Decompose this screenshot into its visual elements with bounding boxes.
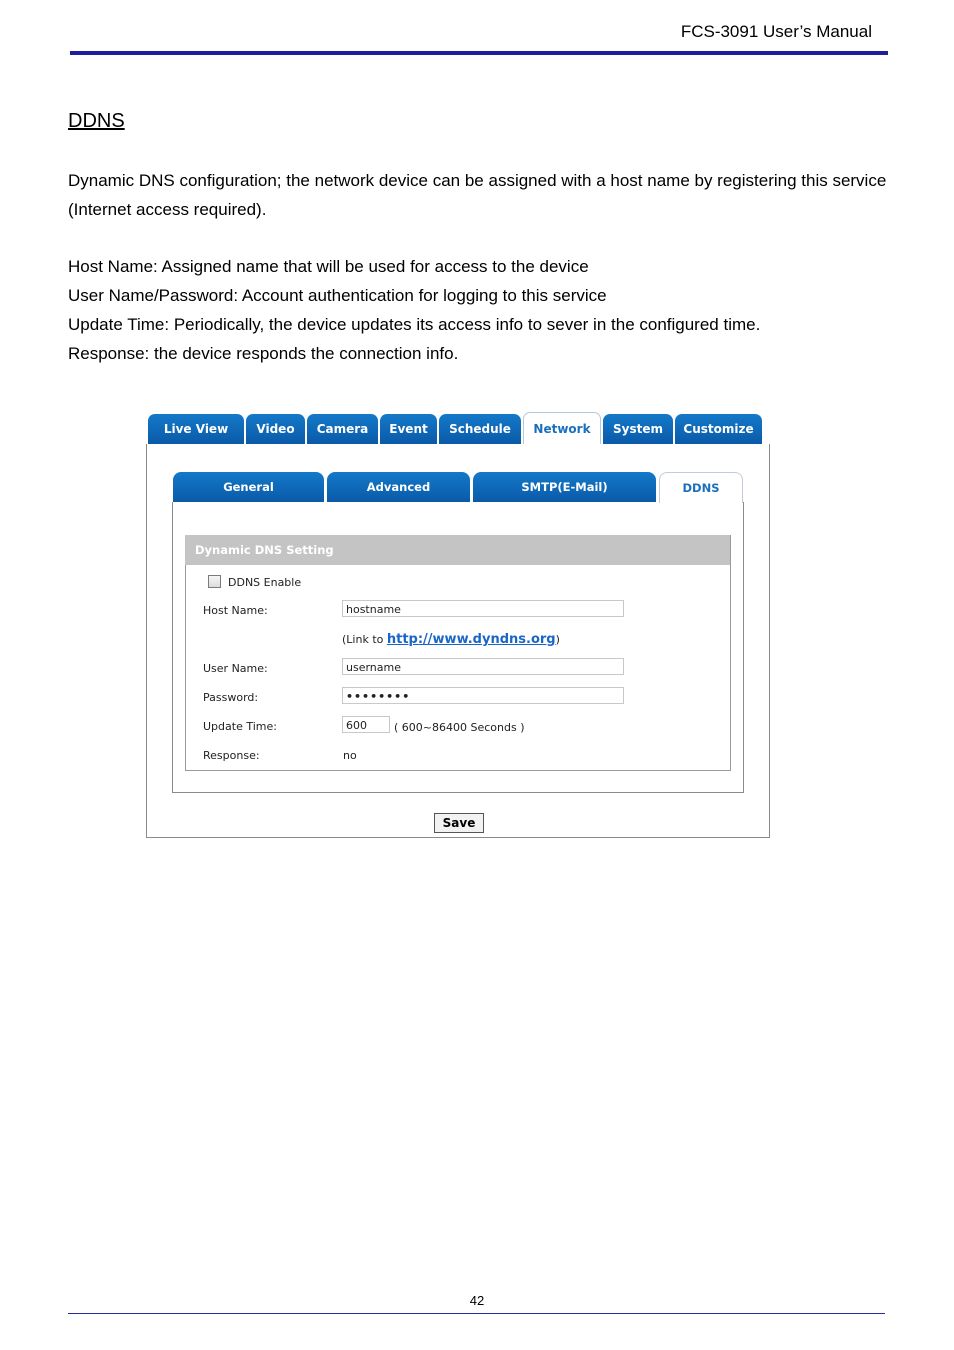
ddns-screenshot (146, 412, 770, 839)
host-name-input[interactable]: hostname (342, 600, 624, 617)
password-label: Password: (203, 691, 259, 704)
page-number: 42 (469, 1293, 485, 1308)
host-name-label: Host Name: (203, 604, 268, 617)
desc-update-time: Update Time: Periodically, the device updates its access info to sever in the configured time. (68, 315, 761, 334)
header-rule (70, 51, 888, 55)
manual-title: FCS-3091 User’s Manual (680, 22, 872, 41)
user-name-label: User Name: (203, 662, 268, 675)
subtab-general[interactable]: General (173, 472, 324, 502)
password-input[interactable]: •••••••• (342, 687, 624, 704)
dyndns-link-row (342, 632, 560, 647)
intro-paragraph: Dynamic DNS configuration; the network device can be assigned with a host name by registering this service (Internet access required). (68, 171, 887, 219)
subtab-ddns[interactable]: DDNS (659, 472, 743, 503)
tab-network[interactable]: Network (523, 412, 601, 444)
subtab-smtp[interactable]: SMTP(E-Mail) (473, 472, 656, 502)
tab-customize[interactable]: Customize (675, 414, 762, 444)
dyndns-link[interactable]: http://www.dyndns.org (386, 632, 556, 647)
tab-system[interactable]: System (603, 414, 673, 444)
desc-user-password: User Name/Password: Account authentication for logging to this service (68, 286, 607, 305)
tab-live-view[interactable]: Live View (148, 414, 244, 444)
panel-title: Dynamic DNS Setting (185, 535, 730, 565)
user-name-input[interactable]: username (342, 658, 624, 675)
footer-rule (68, 1313, 885, 1314)
tab-event[interactable]: Event (380, 414, 437, 444)
tab-schedule[interactable]: Schedule (439, 414, 521, 444)
main-tab-bar (148, 412, 770, 444)
response-value: no (343, 749, 357, 762)
subtab-advanced[interactable]: Advanced (327, 472, 470, 502)
desc-host-name: Host Name: Assigned name that will be used for access to the device (68, 257, 589, 276)
desc-response: Response: the device responds the connection info. (68, 344, 459, 363)
update-time-label: Update Time: (203, 720, 277, 733)
update-time-hint: ( 600~86400 Seconds ) (394, 721, 525, 734)
ddns-settings-box (185, 535, 731, 771)
link-prefix: (Link to (342, 633, 387, 646)
sub-tab-bar (173, 470, 743, 502)
save-button[interactable]: Save (434, 813, 484, 833)
ddns-enable-label: DDNS Enable (228, 576, 302, 589)
field-descriptions (68, 252, 888, 368)
tab-camera[interactable]: Camera (307, 414, 378, 444)
update-time-input[interactable]: 600 (342, 716, 390, 733)
ddns-enable-checkbox[interactable] (208, 575, 221, 588)
response-label: Response: (203, 749, 260, 762)
link-suffix: ) (555, 633, 560, 646)
section-title: DDNS (68, 110, 125, 132)
tab-video[interactable]: Video (246, 414, 305, 444)
